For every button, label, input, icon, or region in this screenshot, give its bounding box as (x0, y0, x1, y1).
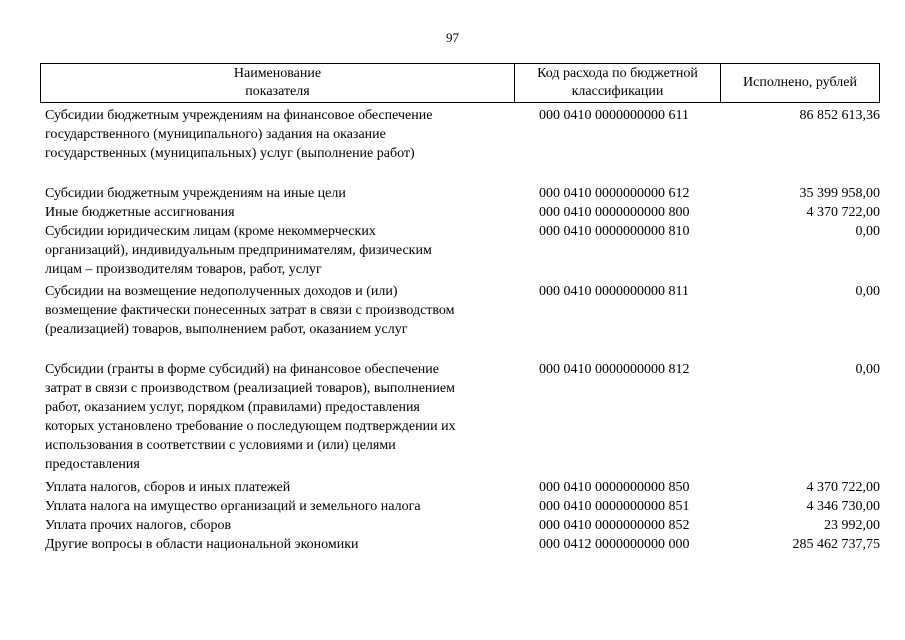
row-name: Субсидии на возмещение недополученных доходов и (или) возмещение фактически понесенных затрат в связи с производством (реализацией) товаров, выполнением работ, оказанием услуг (45, 284, 455, 337)
row-code: 000 0410 0000000000 812 (539, 362, 690, 377)
row-code: 000 0412 0000000000 000 (539, 537, 690, 552)
table-header (40, 63, 880, 103)
row-value: 23 992,00 (824, 518, 880, 533)
row-value: 86 852 613,36 (799, 108, 880, 123)
row-name: Уплата налога на имущество организаций и земельного налога (45, 499, 421, 514)
row-name: Иные бюджетные ассигнования (45, 205, 235, 220)
row-code: 000 0410 0000000000 810 (539, 224, 690, 239)
row-name: Уплата прочих налогов, сборов (45, 518, 232, 533)
row-name: Субсидии (гранты в форме субсидий) на финансовое обеспечение затрат в связи с производством (реализацией товаров), выполнением работ, оказанием услуг, порядком (правилами) предоставления которых установлено требование о последующем подтверждении их использования в соответствии с условиями и (или) целями предоставления (45, 362, 456, 472)
row-code: 000 0410 0000000000 612 (539, 186, 690, 201)
row-name: Субсидии бюджетным учреждениям на финансовое обеспечение государственного (муниципального) задания на оказание государственных (муниципальных) услуг (выполнение работ) (45, 108, 433, 161)
row-code: 000 0410 0000000000 852 (539, 518, 690, 533)
row-name: Субсидии бюджетным учреждениям на иные цели (45, 186, 346, 201)
row-value: 0,00 (855, 284, 880, 299)
row-code: 000 0410 0000000000 611 (539, 108, 689, 123)
row-name: Уплата налогов, сборов и иных платежей (45, 480, 291, 495)
row-code: 000 0410 0000000000 851 (539, 499, 690, 514)
row-value: 4 370 722,00 (806, 205, 880, 220)
row-code: 000 0410 0000000000 850 (539, 480, 690, 495)
header-name-column: Наименование показателя (41, 64, 515, 102)
header-amount-column: Исполнено, рублей (743, 75, 857, 90)
row-value: 4 370 722,00 (806, 480, 880, 495)
row-name: Другие вопросы в области национальной экономики (45, 537, 359, 552)
row-code: 000 0410 0000000000 800 (539, 205, 690, 220)
page-number: 97 (446, 30, 459, 45)
row-code: 000 0410 0000000000 811 (539, 284, 689, 299)
row-value: 4 346 730,00 (806, 499, 880, 514)
row-value: 0,00 (855, 224, 880, 239)
row-name: Субсидии юридическим лицам (кроме некоммерческих организаций), индивидуальным предпринимателям, физическим лицам – производителям товаров, работ, услуг (45, 224, 432, 277)
header-code-column: Код расхода по бюджетной классификации (515, 64, 721, 102)
row-value: 285 462 737,75 (792, 537, 880, 552)
row-value: 0,00 (855, 362, 880, 377)
row-value: 35 399 958,00 (799, 186, 880, 201)
